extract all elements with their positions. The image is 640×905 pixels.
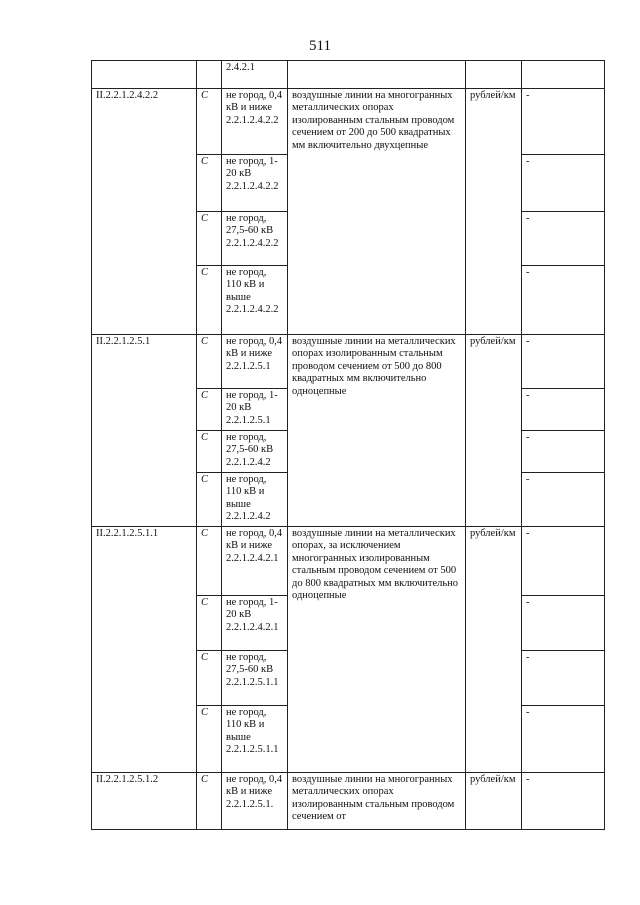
row-condition-cell: не город, 27,5-60 кВ 2.2.1.2.4.2 bbox=[222, 431, 288, 473]
row-value-cell: - bbox=[522, 335, 605, 389]
row-value-cell: - bbox=[522, 389, 605, 431]
row-letter-cell: С bbox=[197, 431, 222, 473]
table-row bbox=[92, 335, 605, 389]
table-row bbox=[92, 61, 605, 89]
row-condition-cell: не город, 0,4 кВ и ниже 2.2.1.2.4.2.2 bbox=[222, 89, 288, 155]
row-condition-cell: не город, 0,4 кВ и ниже 2.2.1.2.5.1. bbox=[222, 773, 288, 830]
row-condition-cell: не город, 27,5-60 кВ 2.2.1.2.4.2.2 bbox=[222, 212, 288, 266]
row-value-cell: - bbox=[522, 212, 605, 266]
row-letter-cell: С bbox=[197, 266, 222, 335]
row-condition-cell: не город, 110 кВ и выше 2.2.1.2.4.2.2 bbox=[222, 266, 288, 335]
row-condition-cell: 2.4.2.1 bbox=[222, 61, 288, 89]
row-value-cell: - bbox=[522, 266, 605, 335]
row-letter-cell: С bbox=[197, 335, 222, 389]
row-value-cell: - bbox=[522, 155, 605, 212]
row-condition-cell: не город, 1-20 кВ 2.2.1.2.4.2.1 bbox=[222, 596, 288, 651]
table-row bbox=[92, 773, 605, 830]
row-value-cell: - bbox=[522, 596, 605, 651]
row-condition-cell: не город, 0,4 кВ и ниже 2.2.1.2.5.1 bbox=[222, 335, 288, 389]
row-code-cell: II.2.2.1.2.5.1 bbox=[92, 335, 197, 527]
row-description-cell bbox=[288, 61, 466, 89]
row-unit-cell: рублей/км bbox=[466, 335, 522, 527]
row-unit-cell: рублей/км bbox=[466, 773, 522, 830]
row-letter-cell: С bbox=[197, 706, 222, 773]
row-unit-cell: рублей/км bbox=[466, 89, 522, 335]
row-unit-cell: рублей/км bbox=[466, 527, 522, 773]
row-description-cell: воздушные линии на металлических опорах изолированным стальным проводом сечением от 500 до 800 квадратных мм включительно одноцепные bbox=[288, 335, 466, 527]
page-number: 511 bbox=[309, 38, 331, 54]
row-letter-cell: С bbox=[197, 212, 222, 266]
row-letter-cell: С bbox=[197, 89, 222, 155]
row-letter-cell: С bbox=[197, 155, 222, 212]
row-value-cell: - bbox=[522, 431, 605, 473]
row-letter-cell: С bbox=[197, 389, 222, 431]
row-code-cell: II.2.2.1.2.5.1.2 bbox=[92, 773, 197, 830]
row-letter-cell: С bbox=[197, 651, 222, 706]
row-value-cell: - bbox=[522, 706, 605, 773]
row-value-cell: - bbox=[522, 773, 605, 830]
row-condition-cell: не город, 1-20 кВ 2.2.1.2.5.1 bbox=[222, 389, 288, 431]
row-letter-cell: С bbox=[197, 527, 222, 596]
row-description-cell: воздушные линии на многогранных металлических опорах изолированным стальным проводом сечением от bbox=[288, 773, 466, 830]
table-row bbox=[92, 527, 605, 596]
row-condition-cell: не город, 110 кВ и выше 2.2.1.2.5.1.1 bbox=[222, 706, 288, 773]
tariff-table-body bbox=[92, 61, 605, 830]
row-condition-cell: не город, 0,4 кВ и ниже 2.2.1.2.4.2.1 bbox=[222, 527, 288, 596]
row-letter-cell: С bbox=[197, 473, 222, 527]
row-value-cell: - bbox=[522, 89, 605, 155]
row-letter-cell bbox=[197, 61, 222, 89]
row-letter-cell: С bbox=[197, 773, 222, 830]
row-value-cell bbox=[522, 61, 605, 89]
row-value-cell: - bbox=[522, 527, 605, 596]
row-unit-cell bbox=[466, 61, 522, 89]
row-code-cell: II.2.2.1.2.4.2.2 bbox=[92, 89, 197, 335]
row-value-cell: - bbox=[522, 651, 605, 706]
row-description-cell: воздушные линии на многогранных металлических опорах изолированным стальным проводом сечением от 200 до 500 квадратных мм включительно двухцепные bbox=[288, 89, 466, 335]
row-description-cell: воздушные линии на металлических опорах, за исключением многогранных изолированным стальным проводом сечением от 500 до 800 квадратных мм включительно одноцепные bbox=[288, 527, 466, 773]
row-code-cell: II.2.2.1.2.5.1.1 bbox=[92, 527, 197, 773]
tariff-table bbox=[91, 60, 605, 830]
row-condition-cell: не город, 110 кВ и выше 2.2.1.2.4.2 bbox=[222, 473, 288, 527]
row-condition-cell: не город, 27,5-60 кВ 2.2.1.2.5.1.1 bbox=[222, 651, 288, 706]
table-row bbox=[92, 89, 605, 155]
row-code-cell bbox=[92, 61, 197, 89]
row-value-cell: - bbox=[522, 473, 605, 527]
row-letter-cell: С bbox=[197, 596, 222, 651]
row-condition-cell: не город, 1-20 кВ 2.2.1.2.4.2.2 bbox=[222, 155, 288, 212]
